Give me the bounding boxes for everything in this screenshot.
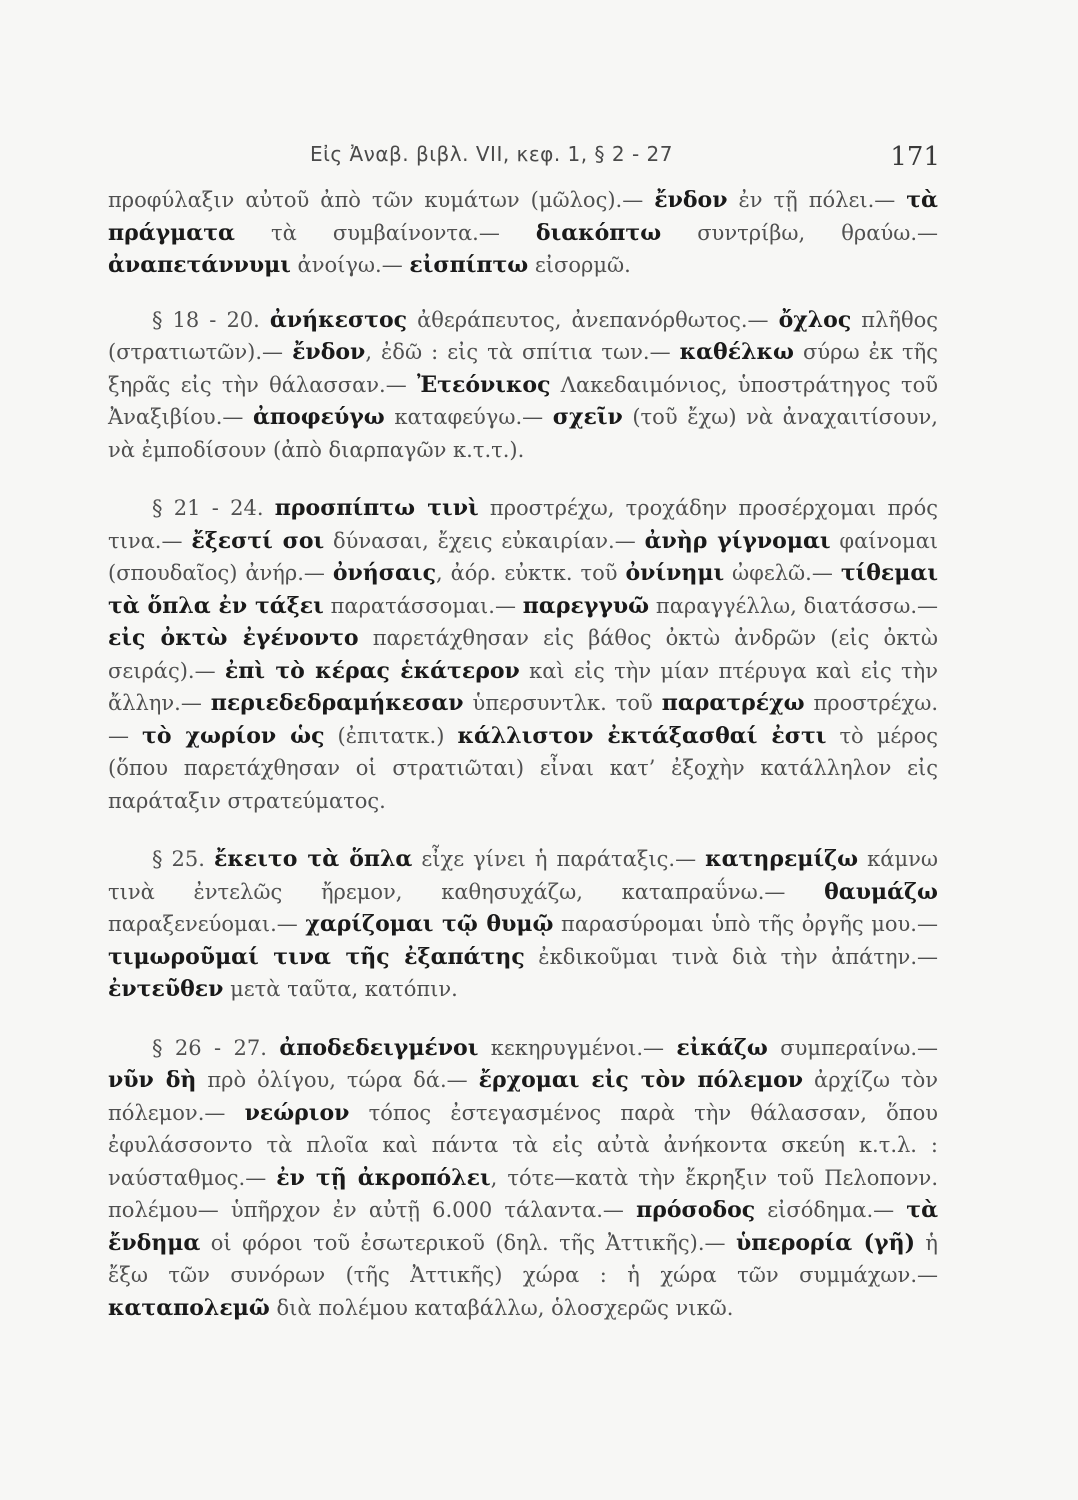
headword: τὸ χωρίον ὡς	[142, 722, 325, 749]
gloss-text: ἀθεράπευτος, ἀνεπανόρθωτος.—	[407, 307, 779, 332]
running-head: Εἰς Ἀναβ. βιβλ. VII, κεφ. 1, § 2 - 27	[310, 142, 673, 166]
headword: κάλλιστον ἐκτάξασθαί ἐστι	[457, 722, 827, 749]
headword: ἀναπετάννυμι	[108, 252, 291, 278]
headword: καθέλκω	[679, 339, 794, 365]
headword: ἔξεστί σοι	[191, 527, 325, 554]
headword: ἐν τῇ ἀκροπόλει	[276, 1164, 491, 1191]
headword: περιεδεδραμήκεσαν	[210, 690, 464, 716]
gloss-text: (τοῦ ἔχω) νὰ ἀναχαιτίσουν, νὰ ἐμποδίσουν (ἀπὸ διαρπαγῶν κ.τ.τ.).	[108, 405, 938, 462]
gloss-text: τὰ συμβαίνοντα.—	[234, 220, 536, 245]
gloss-text: , ἐδῶ : εἰς τὰ σπίτια των.—	[365, 340, 680, 364]
headword: ἐντεῦθεν	[108, 976, 224, 1002]
gloss-text: παρατάσσομαι.—	[323, 593, 523, 618]
gloss-text: διὰ πολέμου καταβάλλω, ὁλοσχερῶς νικῶ.	[269, 1295, 734, 1320]
paragraph	[108, 492, 938, 817]
headword: ὄχλος	[778, 306, 852, 333]
headword: ὀνίνημι	[625, 560, 725, 586]
headword: παρεγγυῶ	[522, 592, 650, 619]
gloss-text: σύρω ἐκ τῆς ξηρᾶς εἰς τὴν θάλασσαν.—	[108, 340, 938, 397]
headword: προσπίπτω τινὶ	[274, 495, 479, 521]
headword: ἐπὶ τὸ κέρας ἑκάτερον	[224, 657, 520, 684]
gloss-text: τὸ μέρος (ὅπου παρετάχθησαν οἱ στρατιῶται) εἶναι κατ’ ἐξοχὴν κατάλληλον εἰς παράταξιν στρατεύματος.	[108, 723, 939, 813]
headword: πρόσοδος	[636, 1197, 756, 1223]
headword: χαρίζομαι τῷ θυμῷ	[305, 911, 554, 937]
gloss-text: συντρίβω, θραύω.—	[661, 220, 939, 245]
paragraph	[108, 1032, 938, 1325]
gloss-text: κεκηρυγμένοι.—	[478, 1035, 677, 1060]
headword: θαυμάζω	[824, 878, 938, 905]
headword: εἰκάζω	[676, 1034, 768, 1061]
headword: ἔκειτο τὰ ὅπλα	[214, 846, 413, 872]
gloss-text: καὶ εἰς τὴν μίαν πτέρυγα καὶ εἰς τὴν ἄλλην.—	[108, 658, 939, 715]
body-text	[108, 184, 938, 1324]
gloss-text: κάμνω τινὰ ἐντελῶς ἤρεμον, καθησυχάζω, καταπραΰνω.—	[108, 847, 938, 904]
headword: διακόπτω	[535, 219, 662, 246]
gloss-text: προφύλαξιν αὐτοῦ ἀπὸ τῶν κυμάτων (μῶλος).—	[108, 188, 655, 212]
gloss-text: τόπος ἐστεγασμένος παρὰ τὴν θάλασσαν, ὅπου ἐφυλάσσοντο τὰ πλοῖα καὶ πάντα τὰ εἰς αὐτὰ ἀνήκοντα σκεύη κ.τ.λ. : ναύσταθμος.—	[108, 1100, 938, 1190]
headword: ἀνήκεστος	[269, 306, 408, 333]
headword: τὰ πράγματα	[108, 187, 938, 246]
gloss-text: μετὰ ταῦτα, κατόπιν.	[223, 977, 458, 1001]
headword: Ἐτεόνικος	[417, 371, 551, 398]
gloss-text: § 26 - 27.	[152, 1035, 280, 1060]
gloss-text: παρασύρομαι ὑπὸ τῆς ὀργῆς μου.—	[553, 912, 938, 936]
page-header	[110, 138, 940, 178]
gloss-text: πλῆθος (στρατιωτῶν).—	[108, 307, 938, 364]
headword: ἔνδον	[654, 187, 728, 213]
paragraph	[108, 843, 938, 1006]
headword: τιμωροῦμαί τινα τῆς ἐξαπάτης	[108, 943, 525, 970]
gloss-text: ὠφελῶ.—	[724, 561, 841, 585]
headword: τὰ ἔνδημα	[108, 1197, 939, 1256]
gloss-text: συμπεραίνω.—	[767, 1035, 938, 1060]
gloss-text: οἱ φόροι τοῦ ἐσωτερικοῦ (δηλ. τῆς Ἀττικῆς).—	[200, 1230, 736, 1255]
headword: σχεῖν	[552, 404, 623, 430]
headword: τίθεμαι τὰ ὅπλα ἐν τάξει	[108, 560, 938, 619]
gloss-text: ἀρχίζω τὸν πόλεμον.—	[108, 1068, 939, 1125]
gloss-text: , ἀόρ. εὐκτκ. τοῦ	[435, 561, 626, 585]
headword: ὀνήσαις	[332, 560, 436, 586]
headword: ἀποφεύγω	[253, 404, 385, 430]
gloss-text: πρὸ ὀλίγου, τώρα δά.—	[196, 1068, 479, 1092]
gloss-text: καταφεύγω.—	[384, 405, 553, 429]
headword: εἰς ὀκτὼ ἐγένοντο	[108, 625, 359, 651]
gloss-text: παραξενεύομαι.—	[108, 912, 306, 936]
gloss-text: § 21 - 24.	[152, 496, 275, 520]
gloss-text: παρετάχθησαν εἰς βάθος ὀκτὼ ἀνδρῶν (εἰς ὀκτὼ σειράς).—	[108, 626, 938, 683]
gloss-text: Λακεδαιμόνιος, ὑποστράτηγος τοῦ Ἀναξιβίου.—	[108, 372, 938, 429]
gloss-text: φαίνομαι (σπουδαῖος) ἀνήρ.—	[108, 528, 938, 585]
headword: παρατρέχω	[661, 690, 805, 716]
headword: νῦν δὴ	[108, 1067, 197, 1093]
paragraph	[108, 304, 938, 467]
gloss-text: εἶχε γίνει ἡ παράταξις.—	[412, 847, 706, 871]
gloss-text: , τότε—κατὰ τὴν ἔκρηξιν τοῦ Πελοπονν. πολέμου— ὑπῆρχον ἐν αὐτῇ 6.000 τάλαντα.—	[108, 1165, 938, 1222]
headword: ὑπερορία (γῆ)	[735, 1229, 915, 1256]
headword: εἰσπίπτω	[409, 252, 529, 278]
gloss-text: παραγγέλλω, διατάσσω.—	[649, 593, 939, 618]
headword: ἔρχομαι εἰς τὸν πόλεμον	[478, 1067, 804, 1093]
paragraph	[108, 184, 938, 282]
gloss-text: εἰσόδημα.—	[755, 1198, 907, 1222]
gloss-text: ἡ ἔξω τῶν συνόρων (τῆς Ἀττικῆς) χώρα : ἡ χώρα τῶν συμμάχων.—	[108, 1230, 938, 1287]
gloss-text: εἰσορμῶ.	[528, 253, 631, 277]
gloss-text: προστρέχω, τροχάδην προσέρχομαι πρός τινα.—	[108, 496, 939, 553]
gloss-text: (ἐπιτατκ.)	[324, 723, 458, 748]
gloss-text: § 18 - 20.	[152, 307, 270, 332]
gloss-text: προστρέχω.—	[108, 691, 938, 748]
gloss-text: ἀνοίγω.—	[290, 253, 410, 277]
headword: ἀνὴρ γίγνομαι	[644, 527, 831, 554]
gloss-text: ἐκδικοῦμαι τινὰ διὰ τὴν ἀπάτην.—	[524, 944, 938, 969]
headword: ἔνδον	[292, 339, 366, 365]
page-number: 171	[890, 142, 940, 172]
headword: καταπολεμῶ	[108, 1294, 270, 1321]
headword: νεώριον	[244, 1099, 350, 1126]
gloss-text: δύνασαι, ἔχεις εὐκαιρίαν.—	[324, 528, 645, 553]
gloss-text: ἐν τῇ πόλει.—	[727, 188, 907, 212]
headword: κατηρεμίζω	[705, 846, 859, 872]
headword: ἀποδεδειγμένοι	[279, 1034, 479, 1061]
gloss-text: § 25.	[152, 847, 215, 871]
gloss-text: ὑπερσυντλκ. τοῦ	[463, 691, 662, 715]
